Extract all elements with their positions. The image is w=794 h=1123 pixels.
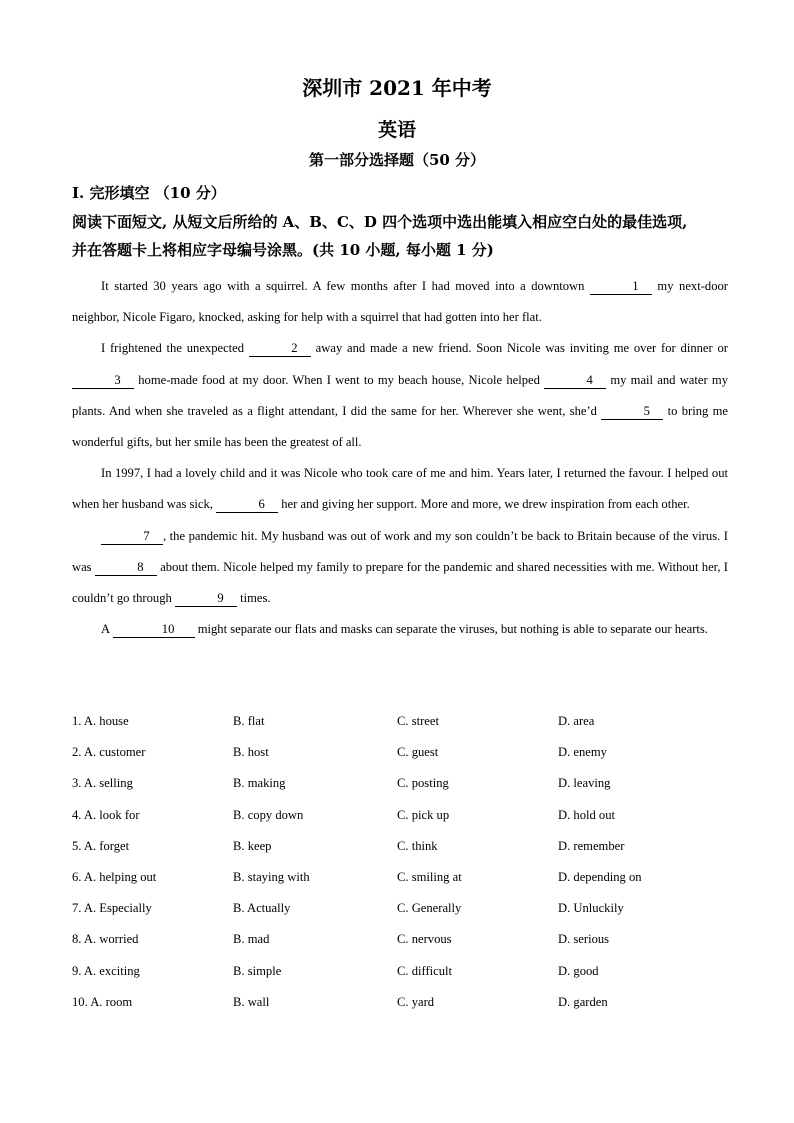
option-row-1 <box>72 706 732 737</box>
option-row-9 <box>72 956 732 987</box>
option-a: 10. A. room <box>72 994 133 1009</box>
option-b: B. wall <box>233 994 270 1009</box>
option-d: D. garden <box>558 994 608 1009</box>
option-d: D. remember <box>558 838 625 853</box>
option-b: B. mad <box>233 932 270 947</box>
option-c: C. pick up <box>397 807 450 822</box>
passage-text: times. <box>236 591 271 606</box>
blank-4: 4 <box>544 373 606 389</box>
option-a: 3. A. selling <box>72 776 133 791</box>
passage-text: my next-door neighbor, Nicole Figaro, knocked, asking for help with a squirrel that had gotten into her flat. <box>72 279 728 325</box>
option-a: 8. A. worried <box>72 932 139 947</box>
option-d: D. good <box>558 963 599 978</box>
option-c: C. Generally <box>397 901 462 916</box>
option-d: D. serious <box>558 932 610 947</box>
passage-text: to bring me wonderful gifts, but her smile has been the greatest of all. <box>72 403 728 450</box>
passage-text: my mail and water my plants. And when she traveled as a flight attendant, I did the same for her. Wherever she went, she’d <box>72 372 728 418</box>
option-a: 9. A. exciting <box>72 963 140 978</box>
option-b: B. keep <box>233 838 272 853</box>
option-b: B. simple <box>233 963 282 978</box>
blank-5: 5 <box>601 404 663 420</box>
option-c: C. difficult <box>397 963 453 978</box>
blank-3: 3 <box>72 373 134 389</box>
blank-9: 9 <box>175 591 237 607</box>
instruction-line-2: 并在答题卡上将相应字母编号涂黑。(共 10 小题, 每小题 1 分) <box>72 241 494 259</box>
option-a: 7. A. Especially <box>72 901 152 916</box>
passage-text: home-made food at my door. When I went to my beach house, Nicole helped <box>134 372 545 387</box>
option-d: D. leaving <box>558 776 611 791</box>
option-a: 1. A. house <box>72 714 129 728</box>
option-row-10 <box>72 987 732 1018</box>
subject-title: 英语 <box>377 119 416 141</box>
cloze-passage <box>72 271 728 645</box>
blank-10: 10 <box>113 622 195 638</box>
paragraph-2 <box>72 333 728 458</box>
blank-7: 7 <box>101 529 163 545</box>
blank-1: 1 <box>590 279 652 295</box>
blank-2: 2 <box>249 341 311 357</box>
option-row-7 <box>72 893 732 924</box>
option-a: 5. A. forget <box>72 838 130 853</box>
option-d: D. area <box>558 714 595 728</box>
passage-text: In 1997, I had a lovely child and it was Nicole who took care of me and him. Years later, I returned the favour. I helped out when her husband was sick, <box>72 466 728 512</box>
blank-6: 6 <box>216 497 278 513</box>
passage-text: her and giving her support. More and more, we drew inspiration from each other. <box>278 497 690 512</box>
passage-text: I frightened the unexpected <box>101 341 249 356</box>
option-b: B. host <box>233 745 269 760</box>
passage-text: about them. Nicole helped my family to prepare for the pandemic and shared necessities with me. Without her, I couldn’t go through <box>72 559 729 606</box>
paragraph-1 <box>72 271 728 333</box>
option-row-3 <box>72 768 732 799</box>
paragraph-4 <box>72 521 728 615</box>
option-a: 2. A. customer <box>72 745 146 760</box>
option-d: D. enemy <box>558 745 607 760</box>
option-b: B. staying with <box>233 869 310 884</box>
answer-options <box>72 706 732 1018</box>
passage-text: might separate our flats and masks can separate the viruses, but nothing is able to separate our hearts. <box>194 622 708 637</box>
option-c: C. think <box>397 838 438 853</box>
option-b: B. Actually <box>233 901 291 916</box>
exam-title: 深圳市 2021 年中考 <box>302 76 492 100</box>
paragraph-3 <box>72 458 728 520</box>
option-c: C. yard <box>397 994 435 1009</box>
option-b: B. flat <box>233 714 265 728</box>
option-a: 6. A. helping out <box>72 869 157 884</box>
option-row-2 <box>72 737 732 768</box>
blank-8: 8 <box>95 560 157 576</box>
option-row-8 <box>72 924 732 955</box>
passage-text: away and made a new friend. Soon Nicole was inviting me over for dinner or <box>310 341 728 356</box>
paragraph-5 <box>72 614 728 645</box>
instruction-line-1: 阅读下面短文, 从短文后所给的 A、B、C、D 四个选项中选出能填入相应空白处的最佳选项, <box>72 213 688 231</box>
option-d: D. hold out <box>558 807 616 822</box>
option-row-5 <box>72 831 732 862</box>
option-d: D. depending on <box>558 869 642 884</box>
option-c: C. street <box>397 714 439 728</box>
passage-text: A <box>101 622 113 637</box>
option-a: 4. A. look for <box>72 807 140 822</box>
section-heading: I. 完形填空 （10 分） <box>72 184 226 202</box>
option-b: B. making <box>233 776 286 791</box>
passage-text: It started 30 years ago with a squirrel. A few months after I had moved into a downtown <box>101 279 590 293</box>
passage-text: , the pandemic hit. My husband was out of work and my son couldn’t be back to Britain because of the virus. I was <box>72 528 728 574</box>
option-row-4 <box>72 800 732 831</box>
option-row-6 <box>72 862 732 893</box>
part-title: 第一部分选择题（50 分） <box>308 151 486 169</box>
option-c: C. guest <box>397 745 439 760</box>
option-d: D. Unluckily <box>558 901 624 916</box>
option-c: C. smiling at <box>397 869 462 884</box>
option-c: C. nervous <box>397 932 452 947</box>
option-b: B. copy down <box>233 807 304 822</box>
option-c: C. posting <box>397 776 449 791</box>
